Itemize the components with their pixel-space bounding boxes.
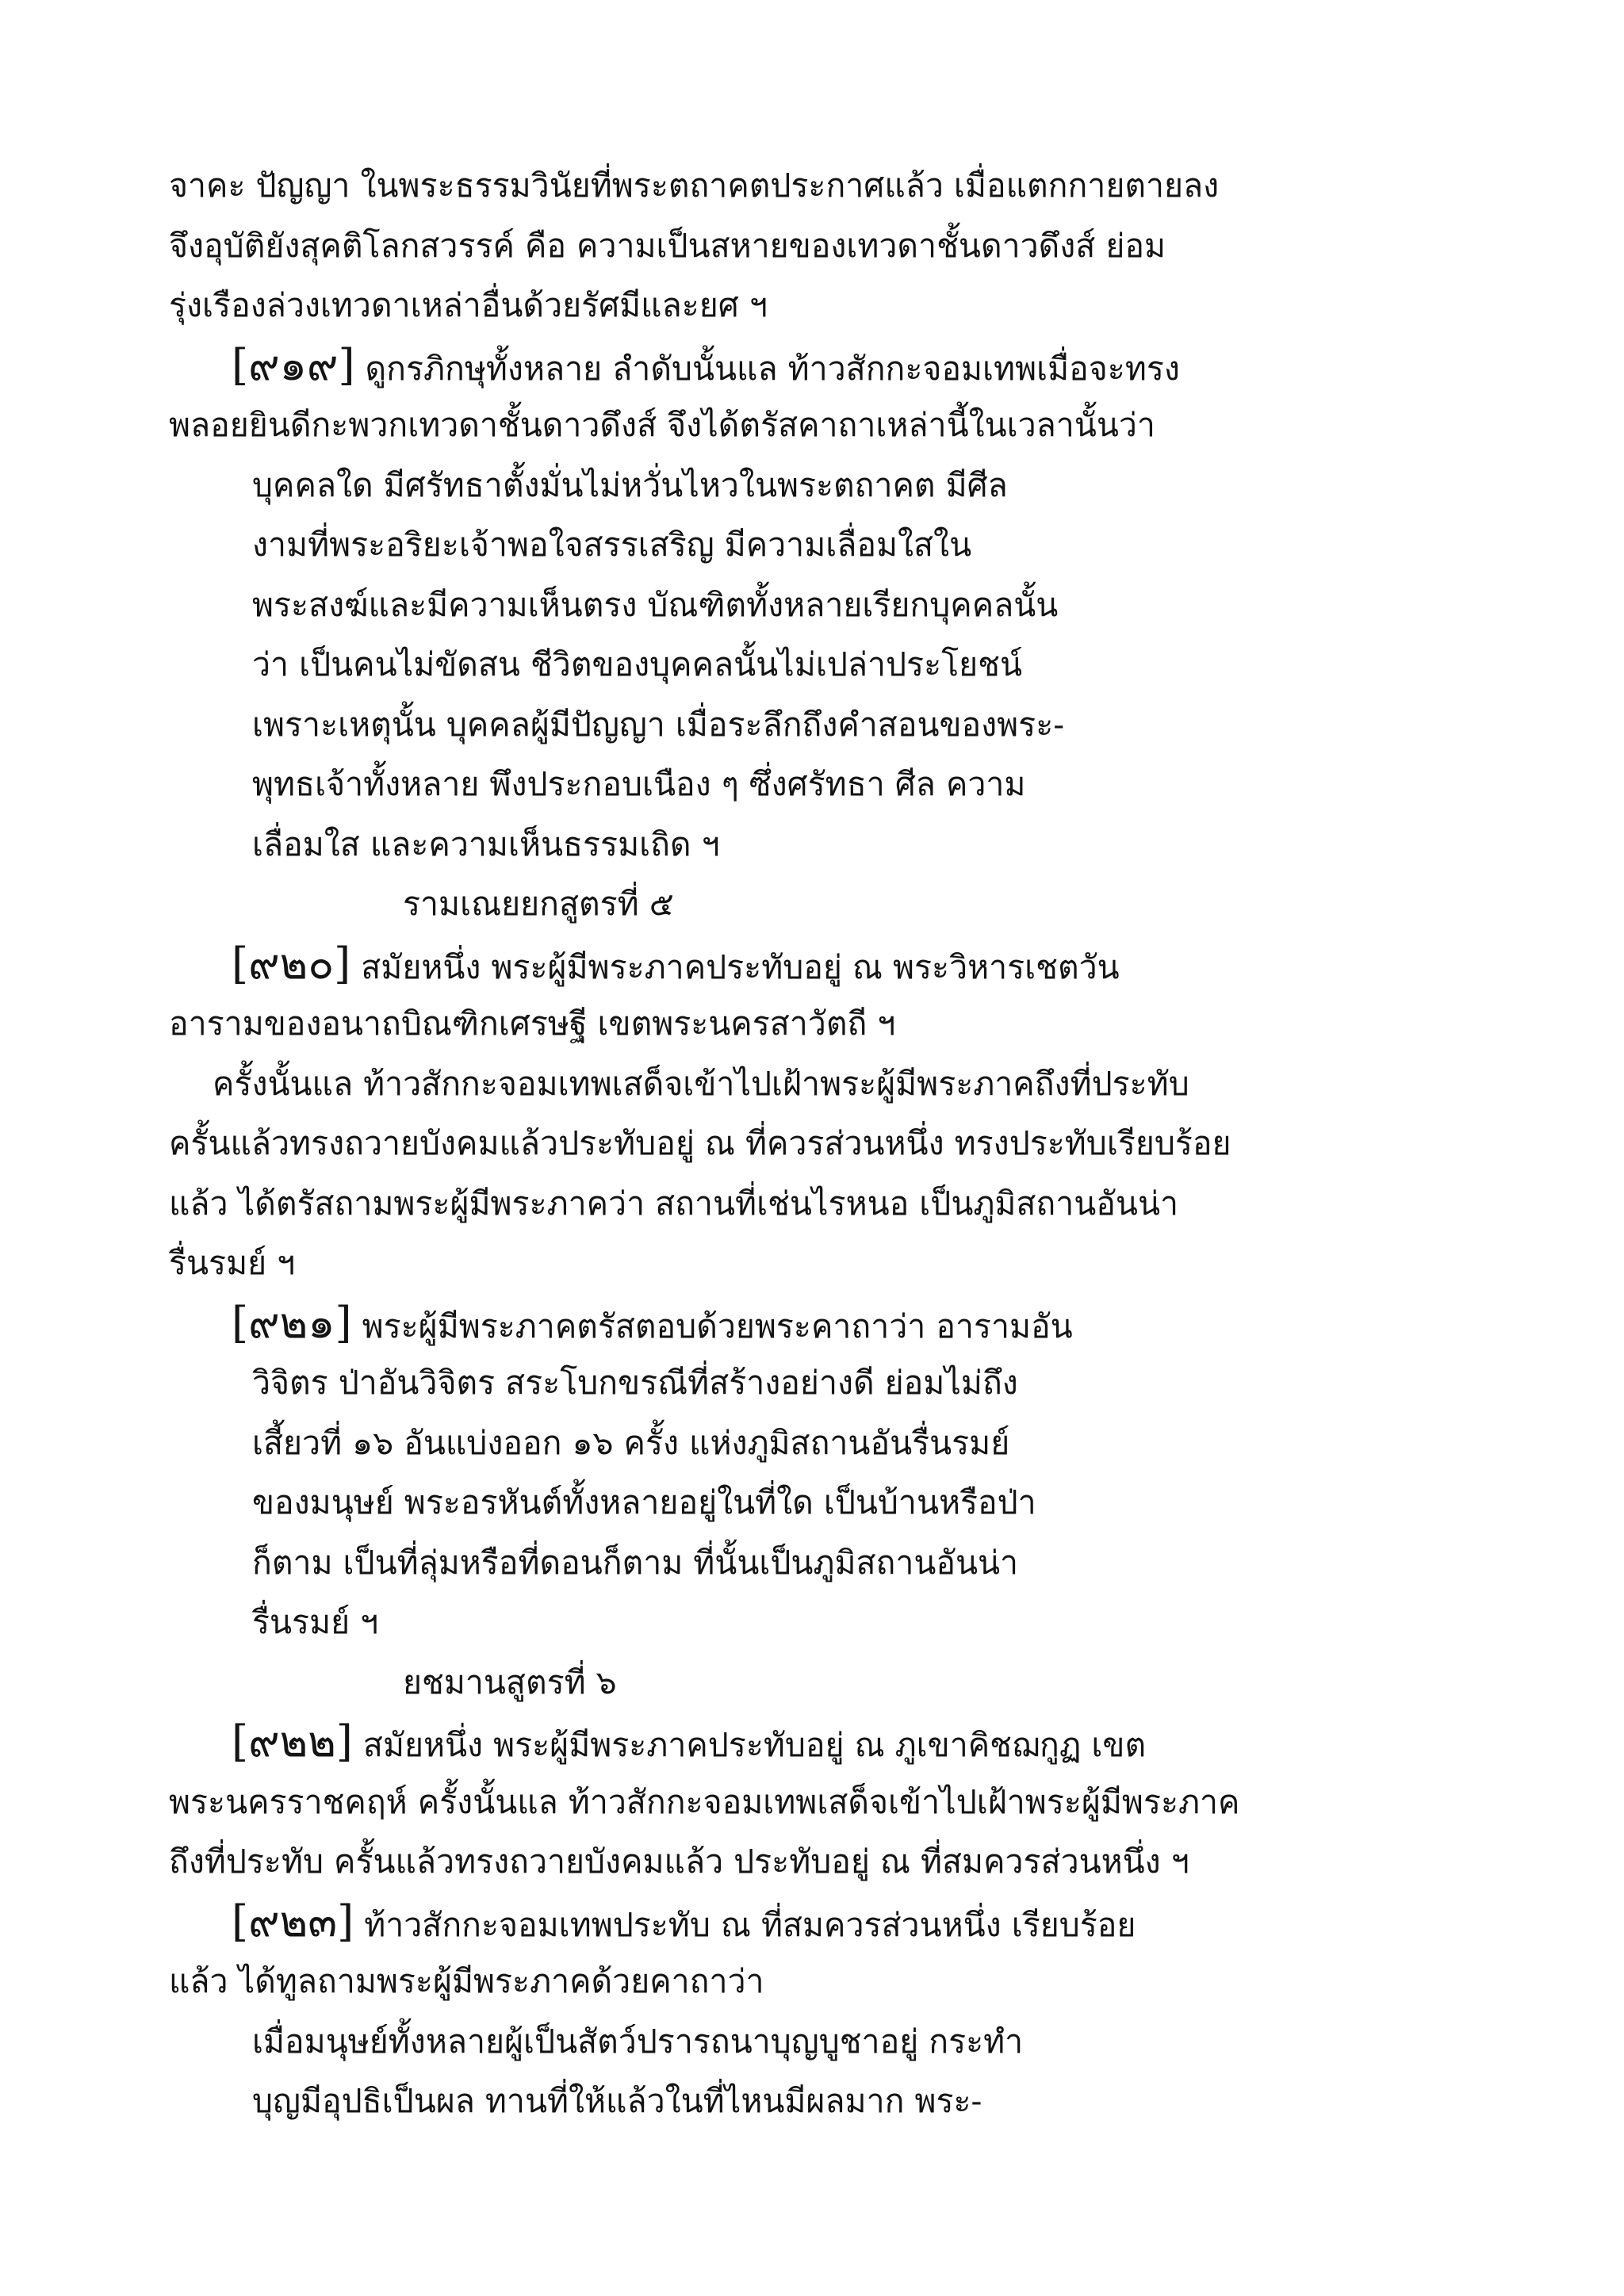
- line-text: ดูกรภิกษุทั้งหลาย ลำดับนั้นแล ท้าวสักกะจอมเทพเมื่อจะทรง: [354, 349, 1180, 388]
- section-heading: [403, 882, 674, 926]
- text-line: [252, 1421, 1009, 1465]
- line-text: รามเณยยกสูตรที่ ๕: [403, 885, 674, 923]
- text-line: [252, 1480, 1036, 1525]
- text-line: [169, 403, 1155, 447]
- text-line: [252, 463, 1008, 507]
- line-text: ครั้งนั้นแล ท้าวสักกะจอมเทพเสด็จเข้าไปเฝ้าพระผู้มีพระภาคถึงที่ประทับ: [213, 1064, 1189, 1103]
- line-text: งามที่พระอริยะเจ้าพอใจสรรเสริญ มีความเลื่อมใสใน: [252, 526, 972, 564]
- line-text: ยชมานสูตรที่ ๖: [403, 1663, 617, 1701]
- paragraph-number: [๙๒๒]: [232, 1716, 353, 1766]
- text-line: [169, 283, 768, 327]
- line-text: พระสงฆ์และมีความเห็นตรง บัณฑิตทั้งหลายเรียกบุคคลนั้น: [252, 585, 1059, 624]
- text-line: [252, 583, 1058, 627]
- text-line: [213, 1062, 1189, 1106]
- text-line: [169, 1181, 1178, 1226]
- line-text: ท้าวสักกะจอมเทพประทับ ณ ที่สมควรส่วนหนึ่ง เรียบร้อย: [354, 1905, 1136, 1944]
- line-text: สมัยหนึ่ง พระผู้มีพระภาคประทับอยู่ ณ พระวิหารเชตวัน: [350, 947, 1120, 986]
- line-text: ของมนุษย์ พระอรหันต์ทั้งหลายอยู่ในที่ใด เป็นบ้านหรือป่า: [252, 1483, 1036, 1521]
- section-heading: [403, 1660, 617, 1705]
- line-text: รื่นรมย์ ฯ: [169, 1244, 296, 1282]
- text-line: [169, 1241, 295, 1285]
- text-line: [252, 2019, 1023, 2064]
- line-text: เสี้ยวที่ ๑๖ อันแบ่งออก ๑๖ ครั้ง แห่งภูมิสถานอันรื่นรมย์: [252, 1423, 1010, 1462]
- text-line: [252, 1600, 378, 1644]
- text-line: [232, 1297, 1073, 1349]
- text-line: [232, 339, 1180, 391]
- text-line: [232, 1716, 1147, 1767]
- line-text: ถึงที่ประทับ ครั้นแล้วทรงถวายบังคมแล้ว ประทับอยู่ ณ ที่สมควรส่วนหนึ่ง ฯ: [169, 1843, 1189, 1881]
- line-text: พระนครราชคฤห์ ครั้งนั้นแล ท้าวสักกะจอมเทพเสด็จเข้าไปเฝ้าพระผู้มีพระภาค: [169, 1782, 1240, 1821]
- line-text: ก็ตาม เป็นที่ลุ่มหรือที่ดอนก็ตาม ที่นั้นเป็นภูมิสถานอันน่า: [252, 1543, 1019, 1582]
- line-text: พลอยยินดีกะพวกเทวดาชั้นดาวดึงส์ จึงได้ตรัสคาถาเหล่านี้ในเวลานั้นว่า: [169, 406, 1155, 444]
- line-text: พุทธเจ้าทั้งหลาย พึงประกอบเนือง ๆ ซึ่งศรัทธา ศีล ความ: [252, 765, 1026, 803]
- paragraph-number: [๙๒๓]: [232, 1896, 354, 1946]
- line-text: ครั้นแล้วทรงถวายบังคมแล้วประทับอยู่ ณ ที่ควรส่วนหนึ่ง ทรงประทับเรียบร้อย: [169, 1124, 1231, 1162]
- paragraph-number: [๙๑๙]: [232, 339, 355, 390]
- text-line: [252, 1540, 1018, 1585]
- text-line: [169, 224, 1166, 268]
- line-text: บุญมีอุปธิเป็นผล ทานที่ให้แล้วในที่ไหนมีผลมาก พระ-: [252, 2082, 982, 2120]
- line-text: อารามของอนาถบิณฑิกเศรษฐี เขตพระนครสาวัตถี ฯ: [169, 1004, 896, 1043]
- line-text: รุ่งเรืองล่วงเทวดาเหล่าอื่นด้วยรัศมีและยศ ฯ: [169, 286, 768, 324]
- text-line: [232, 938, 1120, 989]
- line-text: เพราะเหตุนั้น บุคคลผู้มีปัญญา เมื่อระลึกถึงคำสอนของพระ-: [252, 705, 1065, 744]
- text-line: [252, 702, 1064, 747]
- text-line: [169, 1839, 1189, 1884]
- line-text: แล้ว ได้ตรัสถามพระผู้มีพระภาคว่า สถานที่เช่นไรหนอ เป็นภูมิสถานอันน่า: [169, 1184, 1179, 1223]
- text-line: [252, 642, 1022, 687]
- text-line: [252, 762, 1025, 806]
- line-text: แล้ว ได้ทูลถามพระผู้มีพระภาคด้วยคาถาว่า: [169, 1962, 764, 2000]
- line-text: เลื่อมใส และความเห็นธรรมเถิด ฯ: [252, 825, 720, 863]
- text-line: [252, 1360, 1018, 1405]
- text-line: [169, 163, 1219, 208]
- text-line: [252, 522, 971, 567]
- text-line: [169, 1959, 764, 2003]
- line-text: รื่นรมย์ ฯ: [252, 1603, 379, 1641]
- line-text: สมัยหนึ่ง พระผู้มีพระภาคประทับอยู่ ณ ภูเขาคิชฌกูฏ เขต: [352, 1726, 1147, 1764]
- line-text: ว่า เป็นคนไม่ขัดสน ชีวิตของบุคคลนั้นไม่เปล่าประโยชน์: [252, 645, 1022, 683]
- line-text: วิจิตร ป่าอันวิจิตร สระโบกขรณีที่สร้างอย่างดี ย่อมไม่ถึง: [252, 1364, 1018, 1402]
- text-line: [169, 1121, 1231, 1165]
- paragraph-number: [๙๒๑]: [232, 1297, 352, 1348]
- line-text: จาคะ ปัญญา ในพระธรรมวินัยที่พระตถาคตประกาศแล้ว เมื่อแตกกายตายลง: [169, 166, 1220, 205]
- text-line: [232, 1896, 1136, 1947]
- line-text: จึงอุบัติยังสุคติโลกสวรรค์ คือ ความเป็นสหายของเทวดาชั้นดาวดึงส์ ย่อม: [169, 226, 1166, 265]
- text-line: [252, 2079, 982, 2123]
- text-line: [169, 1001, 895, 1046]
- text-line: [252, 822, 720, 867]
- line-text: เมื่อมนุษย์ทั้งหลายผู้เป็นสัตว์ปรารถนาบุญบูชาอยู่ กระทำ: [252, 2022, 1024, 2061]
- line-text: พระผู้มีพระภาคตรัสตอบด้วยพระคาถาว่า อารามอัน: [351, 1307, 1073, 1345]
- text-line: [169, 1780, 1239, 1824]
- paragraph-number: [๙๒๐]: [232, 938, 351, 989]
- line-text: บุคคลใด มีศรัทธาตั้งมั่นไม่หวั่นไหวในพระตถาคต มีศีล: [252, 465, 1008, 504]
